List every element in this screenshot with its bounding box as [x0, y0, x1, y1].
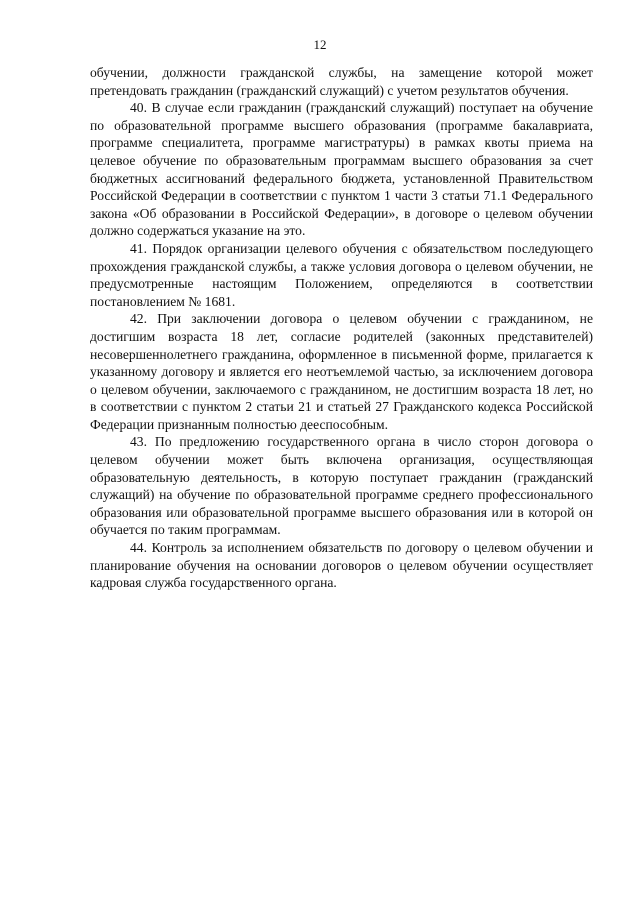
page-number: 12: [313, 37, 327, 52]
document-body: [90, 64, 593, 592]
paragraph-40: 40. В случае если гражданин (гражданский служащий) поступает на обучение по образовательной программе высшего образования (программе бакалавриата, программе специалитета, программе магистратуры) в рамках квоты приема на целевое обучение по образовательным программам высшего образования за счет бюджетных ассигнований федерального бюджета, установленной Правительством Российской Федерации в соответствии с пунктом 1 части 3 статьи 71.1 Федерального закона «Об образовании в Российской Федерации», в договоре о целевом обучении должно содержаться указание на это.: [90, 100, 593, 239]
paragraph-42: 42. При заключении договора о целевом обучении с гражданином, не достигшим возраста 18 лет, согласие родителей (законных представителей) несовершеннолетнего гражданина, оформленное в письменной форме, прилагается к указанному договору и является его неотъемлемой частью, за исключением договора о целевом обучении, заключаемого с гражданином, не достигшим возраста 18 лет, но в соответствии с пунктом 2 статьи 21 и статьей 27 Гражданского кодекса Российской Федерации признанным полностью дееспособным.: [90, 311, 593, 432]
paragraph-41: 41. Порядок организации целевого обучения с обязательством последующего прохождения гражданской службы, а также условия договора о целевом обучении, не предусмотренные настоящим Положением, определяются в соответствии постановлением № 1681.: [90, 240, 593, 309]
paragraph-continued: обучении, должности гражданской службы, на замещение которой может претендовать гражданин (гражданский служащий) с учетом результатов обучения.: [90, 65, 593, 98]
paragraph-44: 44. Контроль за исполнением обязательств по договору о целевом обучении и планирование обучения на основании договоров о целевом обучении осуществляет кадровая служба государственного органа.: [90, 540, 593, 591]
paragraph-43: 43. По предложению государственного органа в число сторон договора о целевом обучении может быть включена организация, осуществляющая образовательную деятельность, в которую поступает гражданин (гражданский служащий) на обучение по образовательной программе среднего профессионального образования или образовательной программе высшего образования или в которой он обучается по таким программам.: [90, 434, 593, 538]
